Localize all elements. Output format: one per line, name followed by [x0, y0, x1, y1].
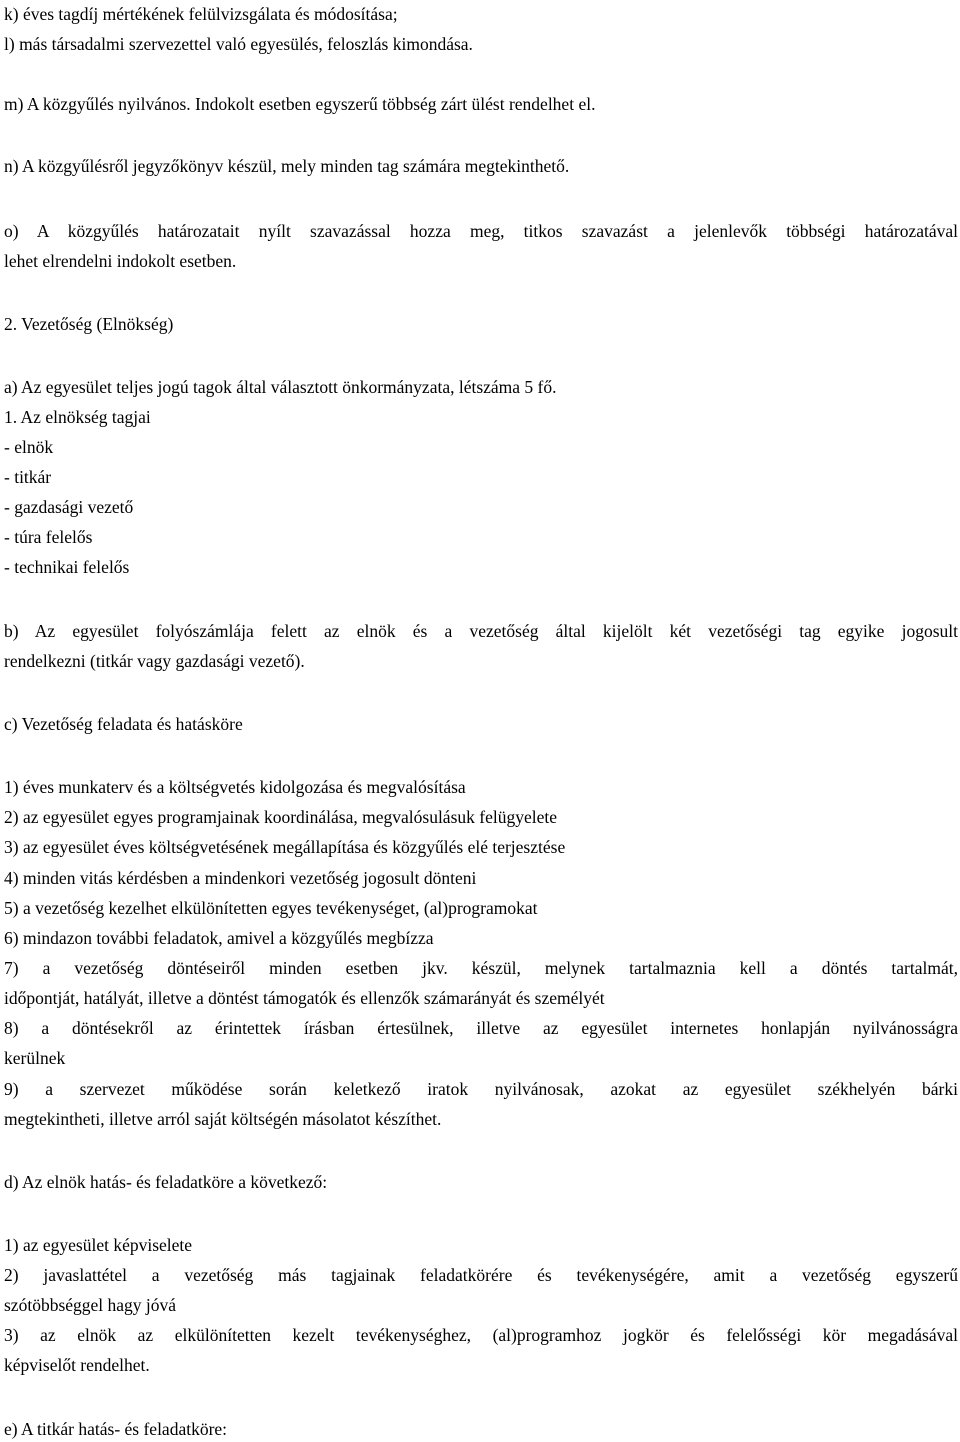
duty-item: 3) az egyesület éves költségvetésének megállapítása és közgyűlés elé terjesztése	[4, 837, 566, 857]
item-c-heading: c) Vezetőség feladata és hatásköre	[4, 714, 243, 734]
duty-item-8-line1: 8) a döntésekről az érintettek írásban értesülnek, illetve az egyesület internetes honlapján nyilvánosságra	[4, 1018, 958, 1038]
item-l: l) más társadalmi szervezettel való egyesülés, feloszlás kimondása.	[4, 34, 473, 54]
item-a: a) Az egyesület teljes jogú tagok által választott önkormányzata, létszáma 5 fő.	[4, 377, 557, 397]
president-duty-2-line2: szótöbbséggel hagy jóvá	[4, 1295, 177, 1315]
duty-item: 1) éves munkaterv és a költségvetés kidolgozása és megvalósítása	[4, 777, 466, 797]
section-heading-vezetoseg: 2. Vezetőség (Elnökség)	[4, 314, 174, 334]
duty-item: 6) mindazon további feladatok, amivel a közgyűlés megbízza	[4, 928, 434, 948]
board-member-item: - elnök	[4, 437, 54, 457]
president-duty-3-line2: képviselőt rendelhet.	[4, 1355, 150, 1375]
item-n: n) A közgyűlésről jegyzőkönyv készül, mely minden tag számára megtekinthető.	[4, 156, 570, 176]
board-member-item: - túra felelős	[4, 527, 93, 547]
duty-item: 4) minden vitás kérdésben a mindenkori vezetőség jogosult dönteni	[4, 868, 477, 888]
duty-item-9-line2: megtekintheti, illetve arról saját költségén másolatot készíthet.	[4, 1109, 442, 1129]
duty-item-7-line2: időpontját, hatályát, illetve a döntést támogatók és ellenzők számarányát és személyét	[4, 988, 605, 1008]
item-k: k) éves tagdíj mértékének felülvizsgálata és módosítása;	[4, 4, 398, 24]
board-members-heading: 1. Az elnökség tagjai	[4, 407, 151, 427]
duty-item-9-line1: 9) a szervezet működése során keletkező iratok nyilvánosak, azokat az egyesület székhelyén bárki	[4, 1079, 958, 1099]
item-b-line2: rendelkezni (titkár vagy gazdasági vezető).	[4, 651, 305, 671]
duty-item: 2) az egyesület egyes programjainak koordinálása, megvalósulásuk felügyelete	[4, 807, 557, 827]
president-duty-3-line1: 3) az elnök az elkülönítetten kezelt tevékenységhez, (al)programhoz jogkör és felelősségi kör megadásával	[4, 1325, 958, 1345]
board-member-item: - titkár	[4, 467, 52, 487]
board-member-item: - gazdasági vezető	[4, 497, 134, 517]
item-b-line1: b) Az egyesület folyószámlája felett az elnök és a vezetőség által kijelölt két vezetőségi tag egyike jogosult	[4, 621, 958, 641]
duty-item-8-line2: kerülnek	[4, 1048, 66, 1068]
president-duty-item: 1) az egyesület képviselete	[4, 1235, 193, 1255]
item-e-heading: e) A titkár hatás- és feladatköre:	[4, 1419, 228, 1439]
item-o-line2: lehet elrendelni indokolt esetben.	[4, 251, 237, 271]
item-d-heading: d) Az elnök hatás- és feladatköre a következő:	[4, 1172, 328, 1192]
duty-item-7-line1: 7) a vezetőség döntéseiről minden esetben jkv. készül, melynek tartalmaznia kell a döntés tartalmát,	[4, 958, 958, 978]
item-o-line1: o) A közgyűlés határozatait nyílt szavazással hozza meg, titkos szavazást a jelenlevők többségi határozatával	[4, 221, 958, 241]
item-m: m) A közgyűlés nyilvános. Indokolt esetben egyszerű többség zárt ülést rendelhet el.	[4, 94, 596, 114]
president-duty-2-line1: 2) javaslattétel a vezetőség más tagjainak feladatkörére és tevékenységére, amit a vezetőség egyszerű	[4, 1265, 958, 1285]
board-member-item: - technikai felelős	[4, 557, 130, 577]
duty-item: 5) a vezetőség kezelhet elkülönítetten egyes tevékenységet, (al)programokat	[4, 898, 538, 918]
